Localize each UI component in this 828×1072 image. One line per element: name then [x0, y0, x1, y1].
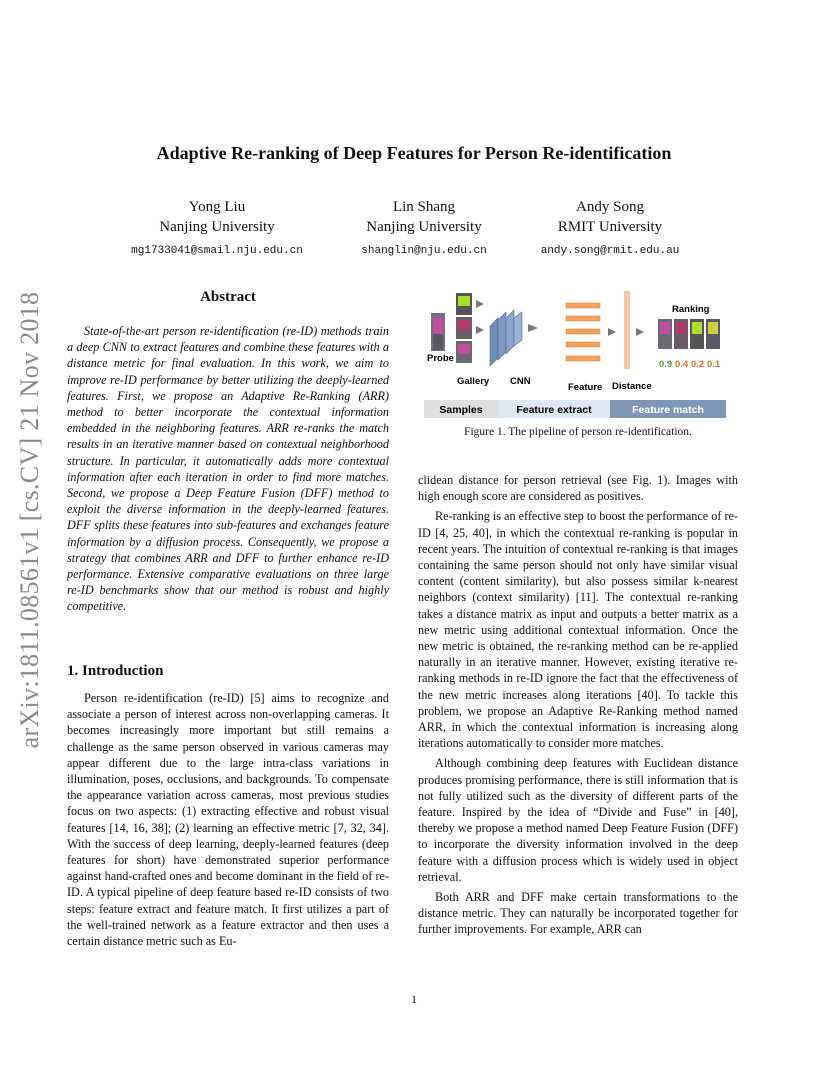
- author-email[interactable]: andy.song@rmit.edu.au: [540, 245, 680, 257]
- abstract-paragraph: State-of-the-art person re-identification (re-ID) methods train a deep CNN to extract features and combine these features with a distance metric for final evaluation. In this work, we aim to improve re-ID performance by better utilizing the deeply-learned features. First, we propose an Adaptive Re-Ranking (ARR) method to better incorporate the contextual information embedded in the neighboring features. ARR re-ranks the match results in an iterative manner based on contextual neighborhood structure. In particular, it automatically adds more contextual information after each iteration in order to find more matches. Second, we propose a Deep Feature Fusion (DFF) method to exploit the diverse information in the deeply-learned features. DFF splits these features into sub-features and exchanges feature information by a diffusion process. Consequently, we propose a strategy that combines ARR and DFF to further enhance re-ID performance. Extensive comparative evaluations on three large re-ID benchmarks show that our method is robust and highly competitive.: [67, 324, 389, 614]
- author-affiliation: RMIT University: [557, 219, 663, 235]
- feature-label: Feature: [568, 382, 603, 393]
- gallery-label: Gallery: [457, 376, 490, 387]
- paragraph: Both ARR and DFF make certain transformations to the distance metric. They can naturally be incorporated together for further improvements. For example, ARR can: [418, 890, 738, 937]
- score-4: 0.1: [707, 359, 721, 370]
- abstract-heading: Abstract: [200, 289, 256, 305]
- author-email[interactable]: mg1733041@smail.nju.edu.cn: [131, 245, 303, 257]
- ranking-label: Ranking: [672, 304, 710, 315]
- paragraph: Although combining deep features with Euclidean distance produces promising performance, there is still information that is not fully utilized such as the diversity of different parts of the feature. Inspired by the idea of “Divide and Fuse” in [40], thereby we propose a method named Deep Feature Fusion (DFF) to incorporate the diversity information involved in the deep feature with a diffusion process which is widely used in object retrieval.: [418, 756, 738, 884]
- cnn-block: [490, 310, 522, 366]
- author-name: Yong Liu: [188, 199, 246, 215]
- paragraph: clidean distance for person retrieval (see Fig. 1). Images with high enough score are considered as positives.: [418, 473, 738, 504]
- cnn-label: CNN: [510, 376, 531, 387]
- section-heading: 1. Introduction: [67, 663, 164, 679]
- author-email[interactable]: shanglin@nju.edu.cn: [361, 245, 487, 257]
- abstract-text: [67, 323, 389, 615]
- score-1: 0.9: [659, 359, 673, 370]
- pipeline-figure: [418, 288, 738, 418]
- distance-bar: [624, 291, 630, 369]
- right-column-text: [418, 472, 738, 942]
- author-1: [117, 197, 317, 261]
- stage-feature-match: Feature match: [632, 404, 704, 416]
- score-2: 0.4: [675, 359, 689, 370]
- figure-caption: Figure 1. The pipeline of person re-identification.: [464, 426, 692, 438]
- gallery-images: [456, 293, 472, 363]
- author-name: Andy Song: [576, 199, 644, 215]
- intro-paragraph: Person re-identification (re-ID) [5] aims to recognize and associate a person of interest across non-overlapping cameras. It becomes increasingly more important but still remains a challenge as the same person observed in various cameras may appear different due to the large intra-class variations in illumination, poses, occlusions, and backgrounds. To compensate the appearance variation across cameras, most previous studies focus on two aspects: (1) extracting effective and robust visual features [14, 16, 38]; (2) learning an effective metric [7, 32, 34]. With the success of deep learning, deeply-learned features (deep features for short) have demonstrated superior performance against hand-crafted ones and become dominant in the field of re-ID. A typical pipeline of deep feature based re-ID consists of two steps: feature extract and feature match. It first utilizes a part of the well-trained network as a feature extractor and then uses a certain distance metric such as Eu-: [67, 691, 389, 949]
- probe-image: [431, 313, 445, 351]
- probe-label: Probe: [427, 353, 454, 364]
- arxiv-stamp: [10, 280, 50, 760]
- arxiv-id: arXiv:1811.08561v1 [cs.CV] 21 Nov 2018: [15, 291, 44, 749]
- score-3: 0.2: [691, 359, 705, 370]
- author-affiliation: Nanjing University: [159, 219, 275, 235]
- stage-samples: Samples: [439, 404, 483, 416]
- author-3: [510, 197, 710, 261]
- page-number: 1: [411, 992, 417, 1006]
- paper-title: Adaptive Re-ranking of Deep Features for Person Re-identification: [156, 143, 672, 163]
- author-affiliation: Nanjing University: [366, 219, 482, 235]
- distance-label: Distance: [612, 381, 652, 392]
- author-2: [324, 197, 524, 261]
- author-name: Lin Shang: [392, 199, 456, 215]
- intro-text: [67, 690, 389, 949]
- stage-feature-extract: Feature extract: [516, 404, 592, 416]
- feature-vectors: [566, 303, 600, 361]
- paragraph: Re-ranking is an effective step to boost the performance of re-ID [4, 25, 40], in which the contextual re-ranking is popular in recent years. The intuition of contextual re-ranking is that images containing the same person should not only have similar visual content (content similarity), but also possess similar k-nearest neighbors (context similarity) [11]. The contextual re-ranking takes a distance matrix as input and outputs a better matrix as a new metric using additional contextual information. Once the new metric is obtained, the re-ranking method can be re-applied naturally in an iterative manner. However, existing iterative re-ranking methods in re-ID ignore the fact that the effectiveness of the new metric increases along iterations [40]. To tackle this problem, we propose an Adaptive Re-Ranking method named ARR, in which the contextual information is increasing along iterations automatically to consider more matches.: [418, 509, 738, 751]
- ranked-images: [658, 319, 720, 349]
